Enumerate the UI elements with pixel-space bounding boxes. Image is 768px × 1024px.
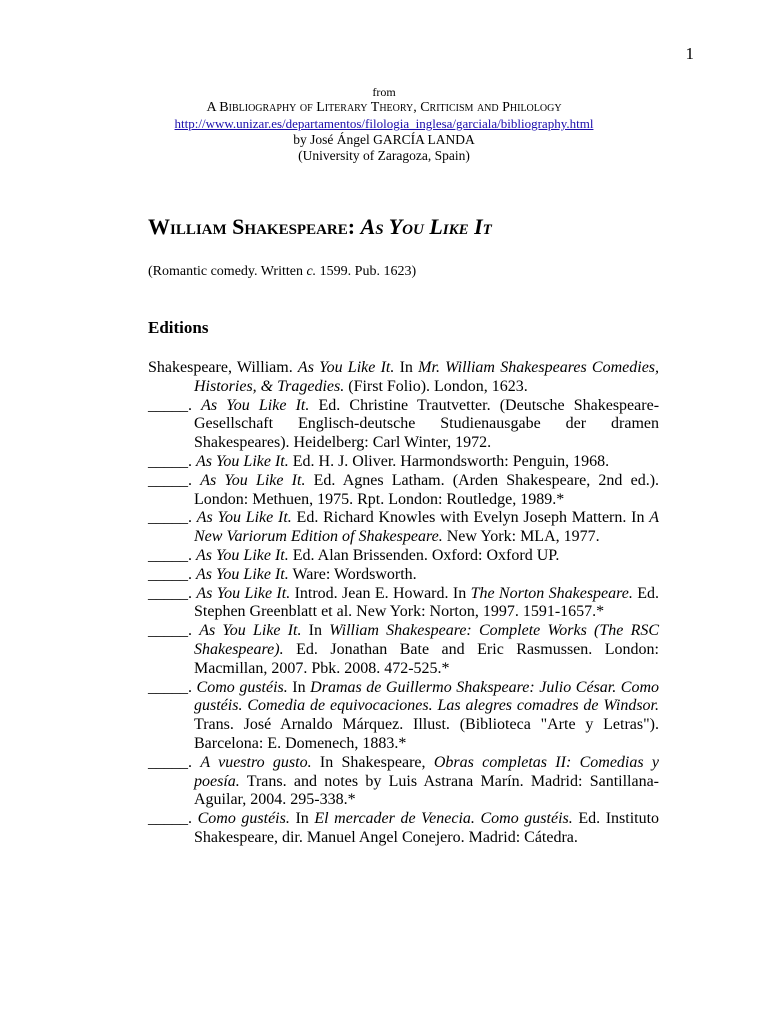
entry-title-text: As You Like It. — [196, 509, 292, 527]
subtitle-circa: c. — [306, 264, 317, 279]
entry-text: In — [301, 622, 330, 640]
bibliography-title: A Bibliography of Literary Theory, Criticism and Philology — [206, 100, 562, 115]
entry-text: _____. — [148, 678, 197, 696]
bibliography-entry — [148, 359, 659, 397]
bibliography-entries — [148, 359, 659, 848]
bibliography-entry — [148, 472, 659, 510]
subtitle-suffix: 1599. Pub. 1623) — [316, 264, 417, 279]
entry-text: In — [394, 359, 419, 376]
entry-text: _____. — [148, 584, 197, 602]
entry-text: _____. — [148, 622, 200, 640]
entry-text: _____. — [148, 471, 201, 489]
bibliography-entry — [148, 397, 659, 453]
entry-title-text: Obras completas II: Comedias y poesía. — [194, 753, 660, 790]
header-affiliation: (University of Zaragoza, Spain) — [298, 148, 470, 163]
bibliography-entry — [148, 509, 659, 547]
entry-text: _____. — [148, 810, 198, 828]
subtitle-prefix: (Romantic comedy. Written — [148, 264, 307, 279]
entry-text: In — [287, 678, 311, 696]
page-number: 1 — [685, 44, 694, 63]
entry-title-text: Mr. William Shakespeares Comedies, Histories, & Tragedies. — [194, 359, 660, 395]
entry-title-text: As You Like It. — [201, 396, 310, 414]
entry-title-text: A vuestro gusto. — [200, 753, 312, 771]
entry-text: (First Folio). London, 1623. — [344, 377, 528, 395]
entry-title-text: As You Like It. — [196, 546, 289, 564]
entry-text: Ed. Christine Trautvetter. (Deutsche Shakespeare-Gesellschaft Englisch-deutsche Studienausgabe der dramen Shakespeares). Heidelberg: Carl Winter, 1972. — [194, 396, 660, 452]
section-heading-editions: Editions — [148, 318, 209, 337]
bibliography-entry — [148, 566, 659, 585]
entry-title-text: Dramas de Guillermo Shakspeare: Julio César. Como gustéis. Comedia de equivocaciones. Las alegres comadres de Windsor. — [194, 678, 660, 715]
entry-title-text: El mercader de Venecia. Como gustéis. — [314, 810, 573, 828]
entry-text: Ed. Instituto Shakespeare, dir. Manuel Angel Conejero. Madrid: Cátedra. — [194, 810, 660, 846]
entry-text: _____. — [148, 452, 196, 470]
entry-text: Ed. Stephen Greenblatt et al. New York: Norton, 1997. 1591-1657.* — [194, 584, 660, 621]
entry-text: Trans. and notes by Luis Astrana Marín. Madrid: Santillana-Aguilar, 2004. 295-338.* — [194, 772, 659, 809]
entry-text: _____. — [148, 565, 196, 583]
entry-title-text: As You Like It. — [297, 359, 395, 376]
entry-text: Ware: Wordsworth. — [288, 565, 417, 583]
play-description — [148, 264, 416, 280]
entry-title-text: As You Like It. — [196, 452, 289, 470]
entry-text: Ed. Jonathan Bate and Eric Rasmussen. London: Macmillan, 2007. Pbk. 2008. 472-525.* — [194, 640, 659, 677]
header-from: from — [372, 85, 396, 99]
entry-title-text: As You Like It. — [200, 471, 306, 489]
bibliography-entry — [148, 622, 659, 678]
entry-text: _____. — [148, 509, 197, 527]
document-header — [0, 84, 768, 164]
entry-text: Ed. Agnes Latham. (Arden Shakespeare, 2nd ed.). London: Methuen, 1975. Rpt. London: Routledge, 1989.* — [194, 471, 660, 508]
entry-text: Ed. Richard Knowles with Evelyn Joseph Mattern. In — [291, 509, 650, 527]
title-play: As You Like It — [360, 214, 492, 239]
entry-title-text: William Shakespeare: Complete Works (The RSC Shakespeare). — [194, 622, 660, 658]
page-title — [148, 214, 492, 240]
bibliography-entry — [148, 810, 659, 848]
bibliography-entry — [148, 679, 659, 754]
entry-text: _____. — [148, 396, 202, 414]
entry-title-text: The Norton Shakespeare. — [470, 584, 633, 602]
entry-text: Ed. Alan Brissenden. Oxford: Oxford UP. — [288, 546, 560, 564]
entry-text: Introd. Jean E. Howard. In — [290, 584, 471, 602]
header-author: by José Ángel GARCÍA LANDA — [293, 132, 475, 147]
entry-text: In Shakespeare, — [311, 753, 434, 771]
bibliography-link[interactable]: http://www.unizar.es/departamentos/filologia_inglesa/garciala/bibliography.html — [174, 116, 594, 131]
entry-title-text: Como gustéis. — [197, 810, 290, 828]
entry-text: In — [289, 810, 315, 828]
bibliography-entry — [148, 754, 659, 810]
entry-text: _____. — [148, 753, 201, 771]
entry-text: _____. — [148, 546, 196, 564]
entry-title-text: Como gustéis. — [196, 678, 288, 696]
entry-text: New York: MLA, 1977. — [442, 528, 600, 546]
entry-text: Ed. H. J. Oliver. Harmondsworth: Penguin, 1968. — [288, 452, 610, 470]
bibliography-entry — [148, 453, 659, 472]
entry-text: Trans. José Arnaldo Márquez. Illust. (Biblioteca "Arte y Letras"). Barcelona: E. Domenech, 1883.* — [194, 716, 659, 752]
entry-title-text: As You Like It. — [199, 622, 302, 640]
title-author: William Shakespeare: — [148, 214, 356, 239]
bibliography-entry — [148, 585, 659, 623]
entry-title-text: A New Variorum Edition of Shakespeare. — [194, 509, 660, 546]
bibliography-entry — [148, 547, 659, 566]
entry-text: Shakespeare, William. — [148, 359, 298, 376]
entry-title-text: As You Like It. — [196, 584, 291, 602]
entry-title-text: As You Like It. — [196, 565, 289, 583]
